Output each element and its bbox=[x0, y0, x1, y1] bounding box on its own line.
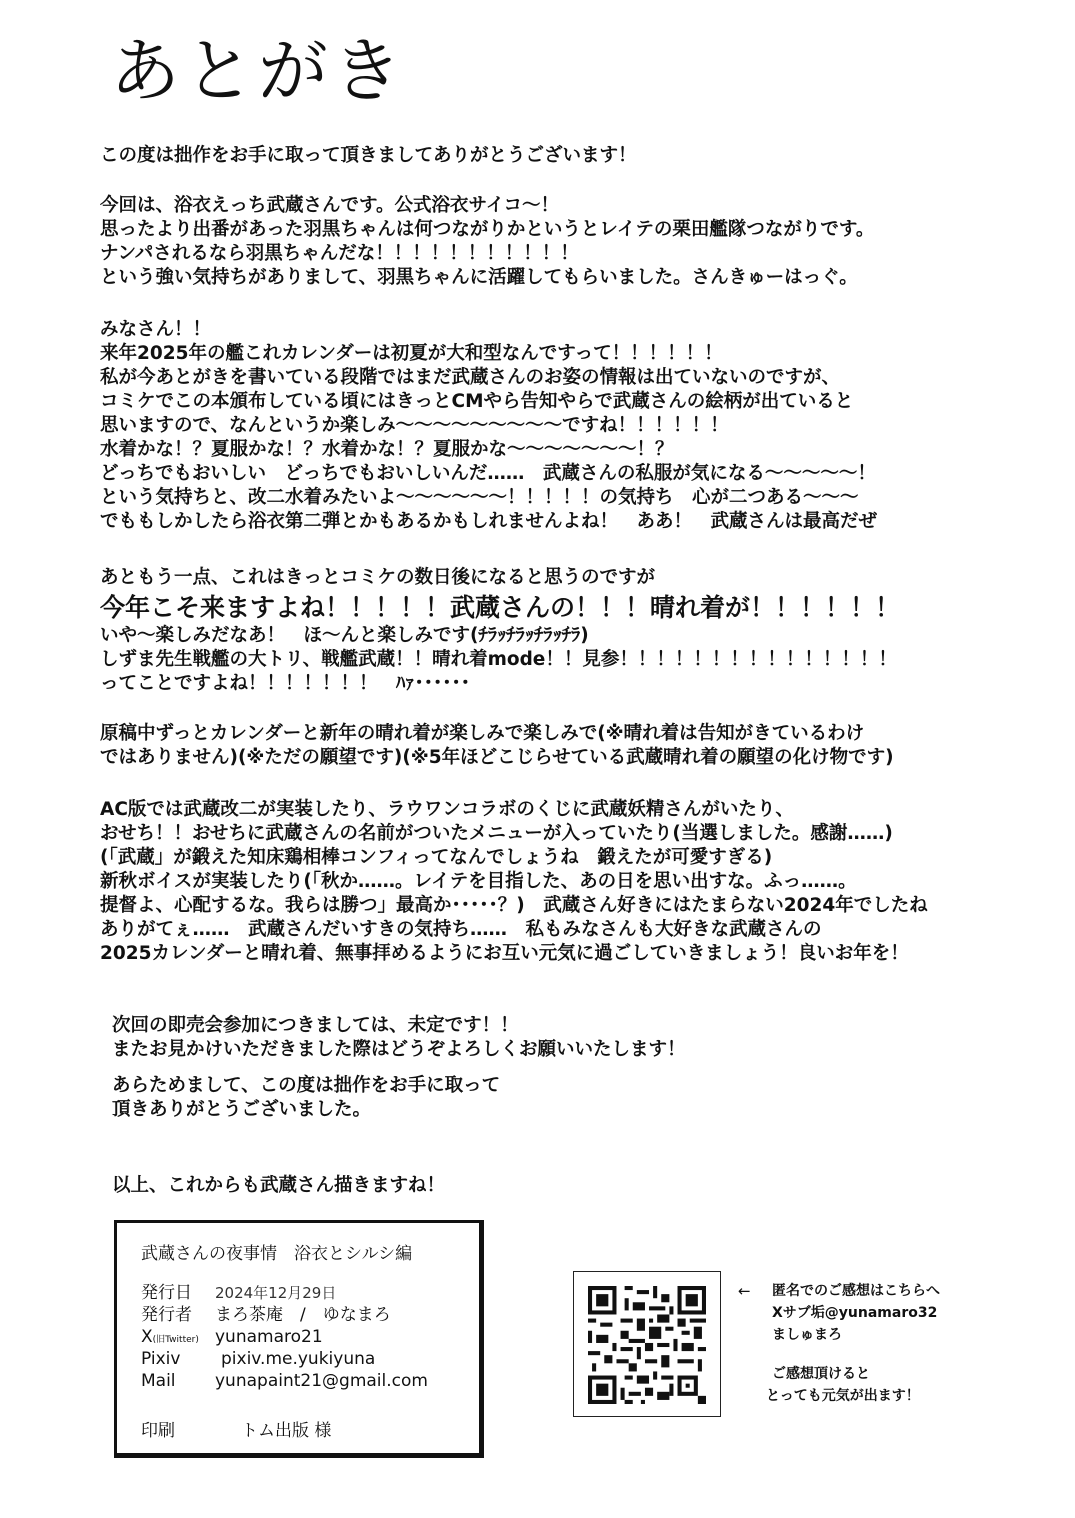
body-line: あらためまして、この度は拙作をお手に取って bbox=[112, 1075, 501, 1096]
pixiv-value: pixiv.me.yukiyuna bbox=[221, 1349, 376, 1369]
qr-code-box bbox=[573, 1271, 721, 1417]
side-note-line: とっても元気が出ます！ bbox=[766, 1388, 920, 1404]
body-line: 私が今あとがきを書いている段階ではまだ武蔵さんのお姿の情報は出ていないのですが、 bbox=[100, 367, 841, 388]
body-line: ありがてぇ…… 武蔵さんだいすきの気持ち…… 私もみなさんも大好きな武蔵さんの bbox=[100, 919, 822, 940]
print-value: トム出版 様 bbox=[241, 1421, 332, 1441]
side-note-line: Xサブ垢@yunamaro32 bbox=[772, 1305, 938, 1321]
body-line: おせち！！おせちに武蔵さんの名前がついたメニューが入っていたり(当選しました。感謝……) bbox=[100, 823, 893, 844]
body-line: 今回は、浴衣えっち武蔵さんです。公式浴衣サイコ～！ bbox=[100, 195, 559, 216]
publisher-label: 発行者 bbox=[141, 1305, 192, 1325]
body-line: ではありません)(※ただの願望です)(※5年ほどこじらせている武蔵晴れ着の願望の化け物です) bbox=[100, 747, 894, 768]
body-line: 思いますので、なんというか楽しみ～～～～～～～～～ですね！！！！！！ bbox=[100, 415, 729, 436]
body-line: どっちでもおいしい どっちでもおいしいんだ…… 武蔵さんの私服が気になる～～～～～！ bbox=[100, 463, 876, 484]
body-line: 2025カレンダーと晴れ着、無事拝めるようにお互い元気に過ごしていきましょう！良いお年を！ bbox=[100, 943, 909, 964]
body-line: 来年2025年の艦これカレンダーは初夏が大和型なんですって！！！！！！ bbox=[100, 343, 723, 364]
date-label: 発行日 bbox=[141, 1283, 192, 1303]
emphasis-line: 今年こそ来ますよね！！！！！武蔵さんの！！！晴れ着が！！！！！！ bbox=[100, 593, 901, 622]
body-line: あともう一点、これはきっとコミケの数日後になると思うのですが bbox=[100, 567, 656, 588]
x-note: (旧Twitter) bbox=[152, 1335, 199, 1345]
print-label: 印刷 bbox=[141, 1421, 175, 1441]
body-line: ナンパされるなら羽黒ちゃんだな！！！！！！！！！！！ bbox=[100, 243, 579, 264]
body-line: みなさん！！ bbox=[100, 319, 212, 340]
body-line: またお見かけいただきました際はどうぞよろしくお願いいたします！ bbox=[112, 1039, 686, 1060]
body-line: この度は拙作をお手に取って頂きましてありがとうございます！ bbox=[100, 145, 637, 166]
page-title: あとがき bbox=[110, 30, 406, 112]
body-line: 以上、これからも武蔵さん描きますね！ bbox=[112, 1175, 446, 1196]
date-value: 2024年12月29日 bbox=[215, 1284, 337, 1302]
body-line: 思ったより出番があった羽黒ちゃんは何つながりかというとレイテの栗田艦隊つながりです。 bbox=[100, 219, 875, 240]
qr-code-icon bbox=[588, 1286, 706, 1404]
colophon-x bbox=[141, 1327, 323, 1350]
x-label: X bbox=[141, 1327, 153, 1347]
colophon-print bbox=[141, 1421, 331, 1441]
colophon-publisher bbox=[141, 1305, 391, 1325]
mail-value: yunapaint21@gmail.com bbox=[215, 1371, 428, 1391]
pixiv-label: Pixiv bbox=[141, 1349, 181, 1369]
colophon-mail bbox=[141, 1371, 428, 1391]
body-line: 頂きありがとうございました。 bbox=[112, 1099, 372, 1120]
mail-label: Mail bbox=[141, 1371, 176, 1391]
colophon-date bbox=[141, 1283, 336, 1303]
colophon-pixiv bbox=[141, 1349, 375, 1369]
arrow-left-icon: ← bbox=[738, 1282, 751, 1300]
body-line: (「武蔵」が鍛えた知床鶏相棒コンフィってなんでしょうね 鍛えたが可愛すぎる) bbox=[100, 847, 773, 868]
body-line: 水着かな！？夏服かな！？水着かな！？夏服かな～～～～～～～！？ bbox=[100, 439, 674, 460]
body-line: 次回の即売会参加につきましては、未定です！！ bbox=[112, 1015, 519, 1036]
body-line: でももしかしたら浴衣第二弾とかもあるかもしれませんよね！ ああ！ 武蔵さんは最高だぜ bbox=[100, 511, 878, 532]
body-line: しずま先生戦艦の大トリ、戦艦武蔵！！晴れ着mode！！見参！！！！！！！！！！！！！！！ bbox=[100, 649, 897, 670]
body-line: AC版では武蔵改二が実装したり、ラウワンコラボのくじに武蔵妖精さんがいたり、 bbox=[100, 799, 794, 820]
body-line: 原稿中ずっとカレンダーと新年の晴れ着が楽しみで楽しみで(※晴れ着は告知がきているわけ bbox=[100, 723, 865, 744]
body-line: コミケでこの本頒布している頃にはきっとCMやら告知やらで武蔵さんの絵柄が出ていると bbox=[100, 391, 854, 412]
side-note-line: ご感想頂けると bbox=[772, 1366, 870, 1382]
x-value: yunamaro21 bbox=[215, 1327, 323, 1347]
body-line: 新秋ボイスが実装したり(「秋か……。レイテを目指した、あの日を思い出すな。ふっ……。 bbox=[100, 871, 857, 892]
body-line: ってことですよね！！！！！！！ ﾊｧ･･････ bbox=[100, 673, 471, 694]
colophon-box bbox=[114, 1220, 484, 1458]
body-line: 提督よ、心配するな。我らは勝つ」最高か･････？) 武蔵さん好きにはたまらない2024年でしたね bbox=[100, 895, 928, 916]
side-note-line: 匿名でのご感想はこちらへ bbox=[772, 1283, 940, 1299]
publisher-value: まろ茶庵 / ゆなまろ bbox=[215, 1305, 391, 1325]
side-note-line: ましゅまろ bbox=[772, 1327, 842, 1343]
body-line: という気持ちと、改二水着みたいよ～～～～～～！！！！！の気持ち 心が二つある～～～ bbox=[100, 487, 859, 508]
body-line: という強い気持ちがありまして、羽黒ちゃんに活躍してもらいました。さんきゅーはっぐ。 bbox=[100, 267, 858, 288]
colophon-title: 武蔵さんの夜事情 浴衣とシルシ編 bbox=[141, 1244, 413, 1264]
body-line: いや～楽しみだなあ！ ほ～んと楽しみです(ﾁﾗｯﾁﾗｯﾁﾗｯﾁﾗ) bbox=[100, 625, 589, 646]
